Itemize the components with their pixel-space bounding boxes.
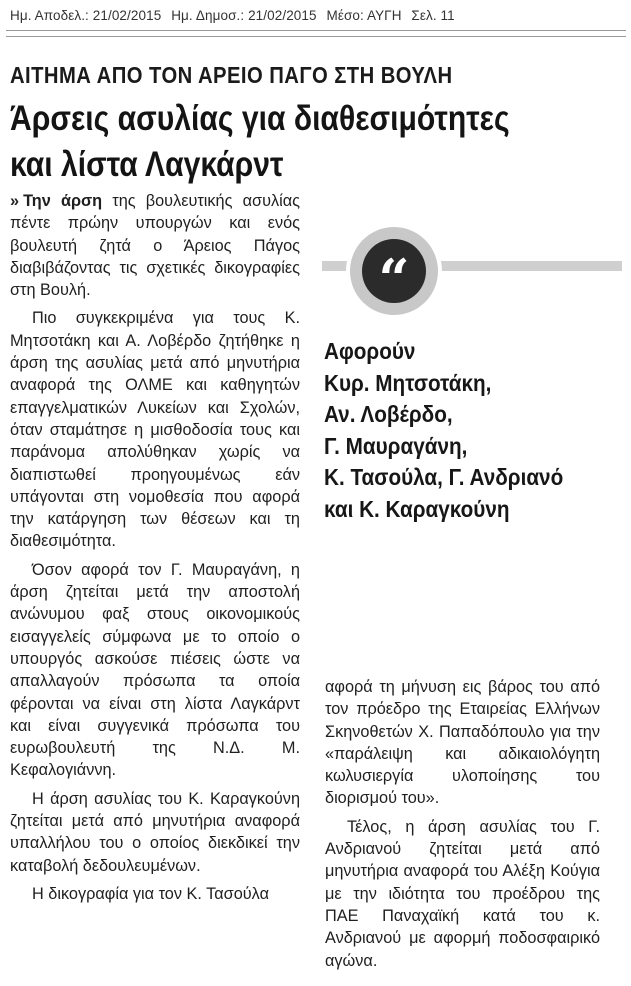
top-divider-2 xyxy=(6,36,626,37)
lead-in: Την άρση xyxy=(23,192,103,210)
paragraph-6: αφορά τη μήνυση εις βάρος του από τον πρόεδρο της Εταιρείας Ελλήνων Σκηνοθετών Χ. Παπαδόπουλο για την «παράλειψη και αδικαιολόγητη κωλυσιεργία υλοποίησης του διορισμού του». xyxy=(325,678,600,808)
double-chevron-icon: » xyxy=(10,192,20,210)
headline xyxy=(10,96,612,188)
publication-date: Ημ. Δημοσ.: 21/02/2015 xyxy=(171,8,317,23)
paragraph-2: Πιο συγκεκριμένα για τους Κ. Μητσοτάκη και Α. Λοβέρδο ζητήθηκε η άρση της ασυλίας μετά από μηνυτήρια αναφορά της ΟΛΜΕ και καθηγητών επαγγελματικών Λυκείων και Σχολών, όταν σταμάτησε η μισθοδοσία τους και παράνομα απολύθηκαν χωρίς να διαπιστωθεί προηγουμένως εάν υπάγονται στη νομοθεσία που αφορά την κατάργηση των θέσεων και τη διαθεσιμότητα. xyxy=(10,309,300,551)
article-column-right xyxy=(325,676,600,978)
headline-line-1: Άρσεις ασυλίας για διαθεσιμότητες xyxy=(10,99,510,138)
pullquote-line-6: και Κ. Καραγκούνη xyxy=(324,495,510,522)
pullquote-line-3: Αν. Λοβέρδο, xyxy=(324,401,453,427)
pullquote-line-4: Γ. Μαυραγάνη, xyxy=(324,432,468,459)
pullquote-ornament xyxy=(322,205,622,315)
paragraph-5: Η δικογραφία για τον Κ. Τασούλα xyxy=(32,884,269,903)
headline-line-2: και λίστα Λαγκάρντ xyxy=(10,145,284,184)
quote-icon: “ xyxy=(362,239,426,303)
quote-badge xyxy=(346,223,442,319)
paragraph-1-text: της βουλευτικής ασυλίας πέντε πρώην υπουργών και ενός βουλευτή ζητά ο Άρειος Πάγος διαβιβάζοντας τις σχετικές δικογραφίες στη Βουλή. xyxy=(10,192,300,300)
pullquote xyxy=(324,336,624,525)
clipping-metadata xyxy=(10,8,625,23)
media-source: Μέσο: ΑΥΓΗ xyxy=(326,8,402,23)
paragraph-7: Τέλος, η άρση ασυλίας του Γ. Ανδριανού ζητείται μετά από μηνυτήρια αναφορά του Αλέξη Κούγια με την ιδιότητα του προέδρου της ΠΑΕ Παναχαϊκή κατά του κ. Ανδριανού με αφορμή ποδοσφαιρικό αγώνα. xyxy=(325,817,600,970)
pullquote-line-2: Κυρ. Μητσοτάκη, xyxy=(324,369,492,396)
paragraph-3: Όσον αφορά τον Γ. Μαυραγάνη, η άρση ζητείται μετά την αποστολή ανώνυμου φαξ στους οικονομικούς εισαγγελείς σύμφωνα με το οποίο ο υπουργός ασκούσε πιέσεις ώστε να απαλλαγούν πρόσωπα τα οποία φέρονται να είναι στη λίστα Λαγκάρντ και είναι συγγενικά πρόσωπα του ευρωβουλευτή της Ν.Δ. Μ. Κεφαλογιάννη. xyxy=(10,560,300,780)
page-number: Σελ. 11 xyxy=(411,8,455,23)
top-divider xyxy=(6,30,626,31)
paragraph-1 xyxy=(10,190,300,301)
pullquote-line-1: Αφορούν xyxy=(324,338,416,364)
pullquote-line-5: Κ. Τασούλα, Γ. Ανδριανό xyxy=(324,464,564,490)
kicker: ΑΙΤΗΜΑ ΑΠΟ ΤΟΝ ΑΡΕΙΟ ΠΑΓΟ ΣΤΗ ΒΟΥΛΗ xyxy=(10,62,453,88)
paragraph-4: Η άρση ασυλίας του Κ. Καραγκούνη ζητείται μετά από μηνυτήρια αναφορά υπαλλήλου του ο οποίος διεκδικεί την καταβολή δεδουλευμένων. xyxy=(10,789,300,875)
deposit-date: Ημ. Αποδελ.: 21/02/2015 xyxy=(10,8,162,23)
article-column-left xyxy=(10,190,300,911)
